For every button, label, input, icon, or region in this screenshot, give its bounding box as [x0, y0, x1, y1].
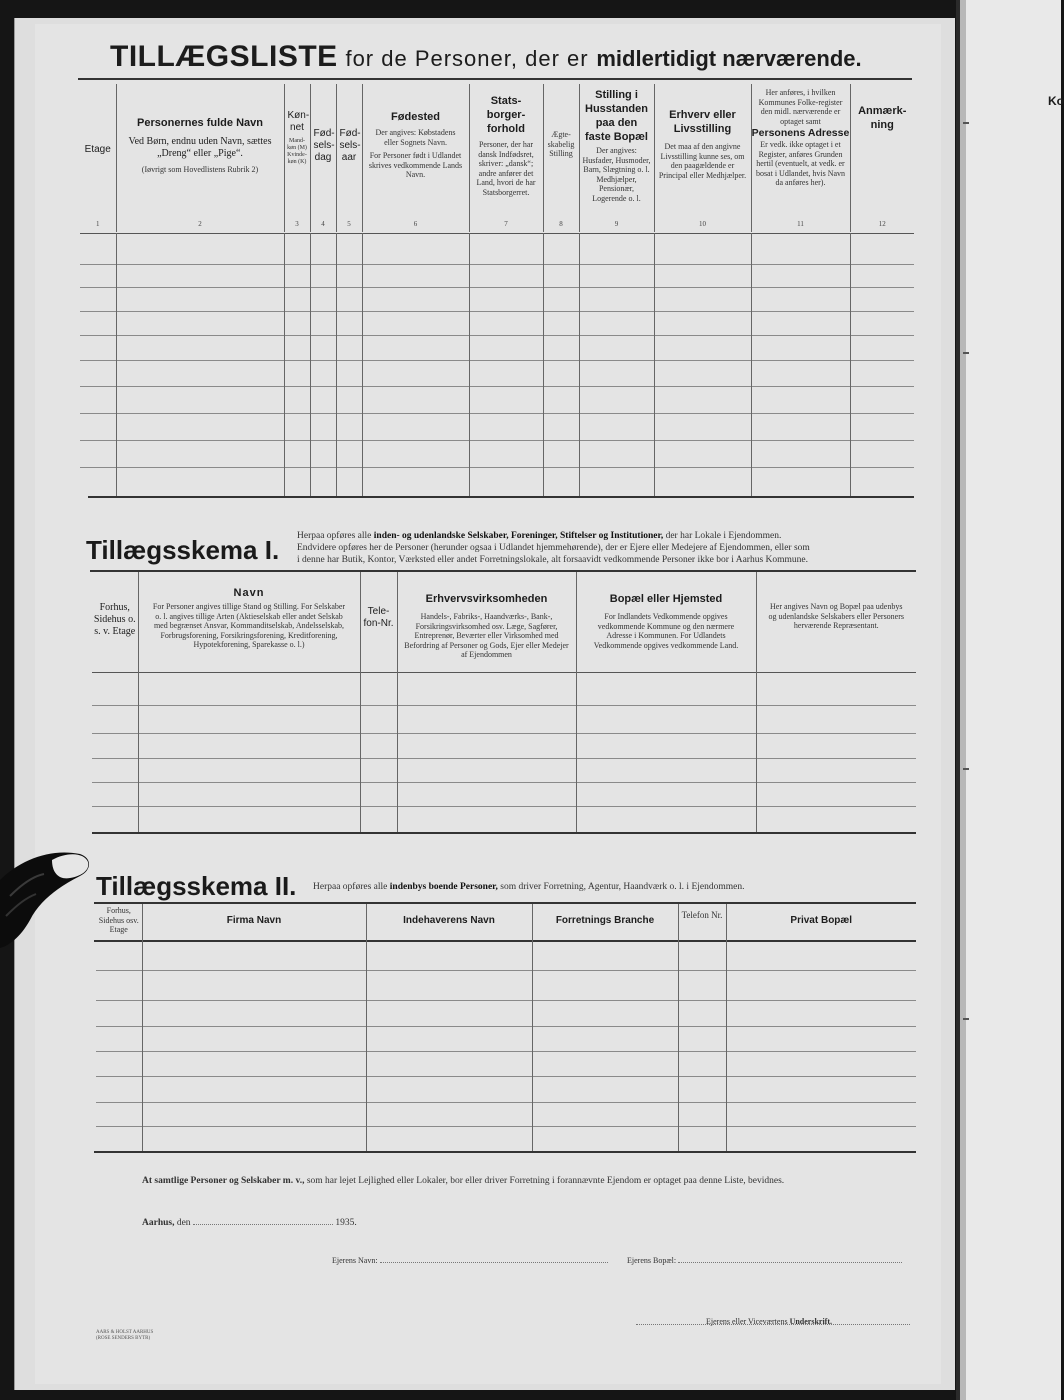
- col-number: 7: [469, 220, 543, 232]
- skema2-col-owner: Indehaverens Navn: [366, 904, 532, 940]
- col-divider: [310, 233, 311, 496]
- col-divider: [366, 940, 367, 1151]
- col-gender: Køn-net Mand-køn (M) Kvinde-køn (K): [284, 84, 310, 220]
- owner-name-field[interactable]: [380, 1262, 608, 1263]
- skema2-col-private-address: Privat Bopæl: [790, 915, 853, 926]
- skema2-col-phone: Telefon Nr.: [678, 904, 726, 940]
- adjacent-page-tab: Ko: [1048, 94, 1064, 108]
- col-remarks: Anmærk-ning: [858, 105, 907, 131]
- skema1-title: Tillægsskema I.: [86, 535, 280, 565]
- col-number: 12: [878, 220, 886, 228]
- skema1-header-rule: [92, 672, 916, 673]
- col-divider: [469, 233, 470, 496]
- col-number: 5: [336, 220, 362, 232]
- main-title-end: midlertidigt nærværende.: [596, 46, 862, 71]
- main-title-bold: TILLÆGSLISTE: [110, 40, 338, 73]
- table-row[interactable]: [96, 1076, 916, 1077]
- owner-address-line: [627, 1256, 902, 1265]
- main-list-header: [80, 84, 914, 232]
- skema1-intro-line3: i denne har Butik, Kontor, Værksted eller andet Forretningslokale, alt forsaavidt vedkommende Personer ikke bor i Aarhus Kommune.: [297, 555, 809, 565]
- col-birthday: Fød-sels-dag: [310, 84, 336, 220]
- col-address: Her anføres, i hvilken Kommunes Folke-register den midl. nærværende er optaget samt Personens Adresse Er vedk. ikke optaget i et Register, anføres Grunden hertil (eventuelt, at vedk. er bosat i Udlandet, hvis Navn da anføres her).: [751, 84, 850, 220]
- col-number: 6: [362, 220, 469, 232]
- main-list-bottom-rule: [88, 496, 914, 498]
- col-divider: [654, 233, 655, 496]
- page-mark: [963, 768, 969, 770]
- col-divider: [138, 672, 139, 832]
- col-divider: [532, 940, 533, 1151]
- main-title-mid: for de Personer, der er: [345, 46, 589, 71]
- col-number: 3: [284, 220, 310, 232]
- skema1-col-representative: Her angives Navn og Bopæl paa udenbys og udenlandske Selskabers eller Personers herværende Repræsentant.: [768, 602, 905, 630]
- thumb-image: [0, 840, 90, 950]
- skema2-header-rule: [94, 940, 916, 942]
- table-row[interactable]: [80, 311, 914, 312]
- skema2-title: Tillægsskema II.: [96, 871, 297, 901]
- col-number: 4: [310, 220, 336, 232]
- col-birthyear: Fød-sels-aar: [336, 84, 362, 220]
- skema2-col-firm: Firma Navn: [142, 904, 366, 940]
- page-mark: [963, 122, 969, 124]
- table-row[interactable]: [92, 782, 916, 783]
- col-divider: [116, 233, 117, 496]
- col-etage: Etage: [80, 84, 116, 220]
- skema1-col-business: Erhvervsvirksomheden Handels-, Fabriks-, Haandværks-, Bank-, Forsikringsvirksomhed osv. Læge, Sagfører, Entreprenør, Beværter eller Virksomhed med Befordring af Personer og Gods, Ejer eller Medejer af Ejendommen: [397, 572, 576, 672]
- skema1-col-phone: Tele-fon-Nr.: [360, 572, 397, 672]
- table-row[interactable]: [80, 467, 914, 468]
- title-rule: [78, 78, 912, 80]
- owner-name-label: Ejerens Navn:: [332, 1256, 378, 1265]
- printer-mark: AARS & HOLST AARHUS (ROSE SENDERS BYTR): [96, 1330, 154, 1341]
- skema1-header: [92, 572, 916, 672]
- page-mark: [963, 1018, 969, 1020]
- den-label: den: [176, 1218, 191, 1228]
- skema1-col-residence: Bopæl eller Hjemsted For Indlandets Vedkommende opgives vedkommende Kommune og den nærmere Adresse i Kommunen. For Udlandets Vedkommende opgives vedkommende Land.: [576, 572, 756, 672]
- col-birthplace: Fødested Der angives: Købstadens eller Sognets Navn. For Personer født i Udlandet skrives vedkommende Lands Navn.: [362, 84, 469, 220]
- owner-name-line: [332, 1256, 608, 1265]
- skema1-intro-line2: Endvidere opføres her de Personer (herunder ogsaa i Udlandet hjemmehørende), der er Ejere eller Medejere af Ejendommen, eller som: [297, 543, 810, 553]
- col-divider: [142, 940, 143, 1151]
- table-row[interactable]: [96, 1051, 916, 1052]
- table-row[interactable]: [80, 360, 914, 361]
- table-row[interactable]: [92, 733, 916, 734]
- main-title: [110, 40, 862, 74]
- skema2-bottom-rule: [94, 1151, 916, 1153]
- col-number: 8: [543, 220, 579, 232]
- col-citizenship: Stats-borger-forhold Personer, der har dansk Indfødsret, skriver: „dansk“; andre anfører det Land, hvori de har Statsborgerret.: [469, 84, 543, 220]
- col-divider: [678, 940, 679, 1151]
- col-divider: [360, 672, 361, 832]
- col-divider: [543, 233, 544, 496]
- table-row[interactable]: [96, 1026, 916, 1027]
- col-divider: [362, 233, 363, 496]
- place-date-line: [142, 1218, 357, 1228]
- col-occupation: Erhverv eller Livsstilling Det maa af den angivne Livsstilling kunne ses, om den paagældende er Principal eller Medhjælper.: [654, 84, 751, 220]
- col-divider: [756, 672, 757, 832]
- skema1-col-name: Navn For Personer angives tillige Stand og Stilling. For Selskaber o. l. angives tillige Arten (Aktieselskab eller andet Selskab med begrænset Ansvar, Kommanditselskab, Andelsselskab, Forbrugsforening, Forsikringsforening, Kreditforening, Hypotekforening, Sparekasse o. l.): [138, 572, 360, 672]
- table-row[interactable]: [92, 806, 916, 807]
- page-mark: [963, 352, 969, 354]
- table-row[interactable]: [80, 287, 914, 288]
- table-row[interactable]: [80, 386, 914, 387]
- table-row[interactable]: [96, 970, 916, 971]
- date-field[interactable]: [193, 1224, 333, 1225]
- table-row[interactable]: [80, 413, 914, 414]
- col-number: 2: [116, 220, 284, 232]
- year-label: 1935.: [335, 1218, 357, 1228]
- table-row[interactable]: [96, 1102, 916, 1103]
- skema2-col-branch: Forretnings Branche: [532, 904, 678, 940]
- col-number: 11: [751, 220, 850, 232]
- skema1-bottom-rule: [92, 832, 916, 834]
- col-number: 9: [579, 220, 654, 232]
- table-row[interactable]: [92, 705, 916, 706]
- place-label: Aarhus,: [142, 1218, 175, 1228]
- skema2-intro: Herpaa opføres alle indenbys boende Personer, som driver Forretning, Agentur, Haandværk o. l. i Ejendommen.: [313, 882, 745, 892]
- skema1-intro-line1: Herpaa opføres alle inden- og udenlandske Selskaber, Foreninger, Stiftelser og Institutioner, der har Lokale i Ejendommen.: [297, 531, 782, 541]
- col-divider: [751, 233, 752, 496]
- header-rule: [80, 233, 914, 234]
- attestation-text: At samtlige Personer og Selskaber m. v., som har lejet Lejlighed eller Lokaler, bor eller driver Forretning i forannævnte Ejendom er optaget paa denne Liste, bevidnes.: [142, 1176, 785, 1186]
- col-divider: [576, 672, 577, 832]
- col-divider: [336, 233, 337, 496]
- col-household: Stilling i Husstanden paa den faste Bopæl Der angives: Husfader, Husmoder, Barn, Slægtning o. l. Medhjælper, Pensionær, Logerende o. l.: [579, 84, 654, 220]
- col-number: 1: [80, 220, 116, 232]
- col-number: 10: [654, 220, 751, 232]
- col-divider: [397, 672, 398, 832]
- table-row[interactable]: [80, 440, 914, 441]
- owner-address-label: Ejerens Bopæl:: [627, 1256, 677, 1265]
- adjacent-page: [956, 0, 1064, 1400]
- table-row[interactable]: [96, 1000, 916, 1001]
- col-name: Personernes fulde Navn Ved Børn, endnu uden Navn, sættes „Dreng“ eller „Pige“. (Iøvrigt som Hovedlistens Rubrik 2): [116, 84, 284, 220]
- skema1-col-etage: Forhus, Sidehus o. s. v. Etage: [92, 572, 138, 672]
- table-row[interactable]: [92, 758, 916, 759]
- skema2-col-etage: Forhus, Sidehus osv. Etage: [96, 904, 142, 940]
- col-divider: [726, 940, 727, 1151]
- page-edge: [960, 0, 966, 1400]
- col-marital: Ægte-skabelig Stilling: [543, 84, 579, 220]
- skema2-header: [96, 904, 916, 940]
- col-divider: [850, 233, 851, 496]
- table-row[interactable]: [96, 1126, 916, 1127]
- owner-address-field[interactable]: [678, 1262, 902, 1263]
- table-row[interactable]: [80, 264, 914, 265]
- col-divider: [579, 233, 580, 496]
- table-row[interactable]: [80, 335, 914, 336]
- signature-caption: Ejerens eller Viceværtens Underskrift.: [706, 1317, 833, 1326]
- col-divider: [284, 233, 285, 496]
